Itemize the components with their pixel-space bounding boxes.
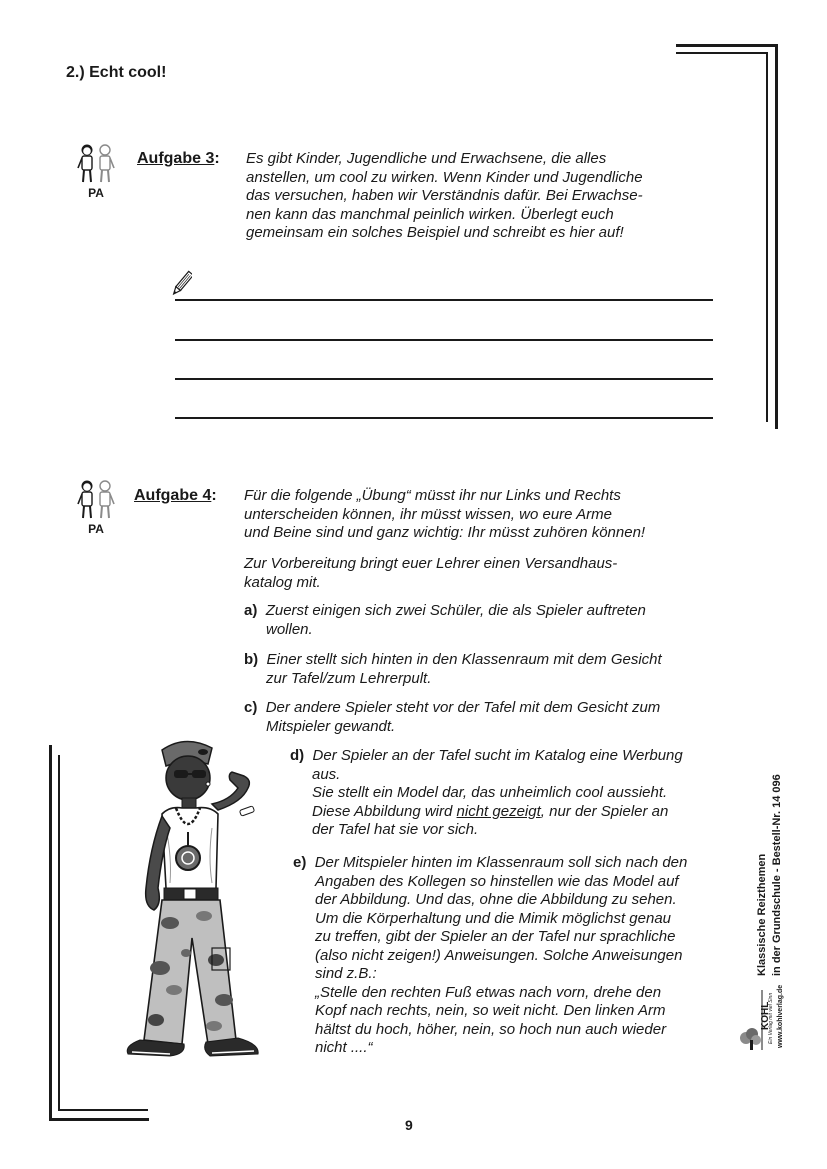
item-text: Der andere Spieler steht vor der Tafel mit dem Gesicht zum [265,699,661,716]
task4-intro-line: Für die folgende „Übung“ müsst ihr nur Links und Rechts [244,487,621,504]
task4-prep-line: Zur Vorbereitung bringt euer Lehrer einen Versandhaus- [244,555,618,572]
item-text-cont: zur Tafel/zum Lehrerpult. [266,669,432,687]
answer-line[interactable] [175,417,713,419]
item-letter: c) [244,699,258,716]
task4-preparation [244,555,714,592]
item-text-cont: aus. [312,765,341,783]
answer-line[interactable] [175,299,713,301]
task3-label-colon: : [214,150,220,167]
pa-label: PA [88,186,104,200]
two-children-icon [74,478,118,522]
task4-label-colon: : [211,487,217,504]
item-text-cont: hältst du hoch, höher, nein, so hoch nun auch wieder [315,1020,667,1038]
publisher-slogan: Ein Verlag mit viel Sinn [768,992,774,1044]
partner-work-icon-task3 [74,142,118,202]
pencil-icon [172,270,192,298]
task4-label-word: Aufgabe 4 [134,487,212,504]
task4-item-d [290,747,740,840]
task3-label-word: Aufgabe 3 [137,150,215,167]
task4-item-a [244,602,724,639]
item-letter: d) [290,747,305,764]
partner-work-icon-task4 [74,478,118,538]
item-letter: e) [293,854,307,871]
task3-line: das versuchen, haben wir Verständnis dafür. Bei Erwachse- [246,187,643,204]
task3-line: nen kann das manchmal peinlich wirken. Überlegt euch [246,205,614,223]
side-book-subtitle: in der Grundschule - Bestell-Nr. 14 096 [771,774,783,976]
frame-bottom-line-outer [49,1118,149,1121]
section-title: 2.) Echt cool! [66,64,167,81]
task4-intro-line: und Beine sind und ganz wichtig: Ihr müsst zuhören können! [244,524,646,541]
task4-intro [244,487,714,543]
frame-left-line-outer [49,745,52,1121]
pa-label: PA [88,522,104,536]
item-text-cont [290,803,740,822]
side-website: www.kohlverlag.de [777,984,784,1048]
frame-top-line-inner [676,52,768,54]
item-text-cont: Um die Körperhaltung und die Mimik möglichst genau [315,909,672,927]
task3-line: Es gibt Kinder, Jugendliche und Erwachsene, die alles [246,150,607,167]
item-letter: b) [244,651,259,668]
underlined-text: nicht gezeigt [456,802,541,820]
task4-label [134,487,217,505]
frame-top-line-outer [676,44,778,47]
two-children-icon [74,142,118,186]
task3-label [137,150,220,168]
item-text-cont: „Stelle den rechten Fuß etwas nach vorn, drehe den [315,983,662,1001]
item-text-cont: Mitspieler gewandt. [266,717,396,735]
side-book-title: Klassische Reizthemen [756,853,768,976]
task3-text [246,150,716,243]
task3-line: anstellen, um cool zu wirken. Wenn Kinder und Jugendliche [246,168,643,186]
text-segment: , nur der Spieler an [540,802,669,820]
task4-item-e [293,854,743,1058]
item-text: Der Spieler an der Tafel sucht im Katalog eine Werbung [312,747,683,764]
item-text-cont: wollen. [266,620,313,638]
item-text-cont: der Tafel hat sie vor sich. [312,821,479,838]
answer-line[interactable] [175,339,713,341]
item-text-cont: (also nicht zeigen!) Anweisungen. Solche Anweisungen [315,946,683,964]
item-text: Einer stellt sich hinten in den Klassenraum mit dem Gesicht [266,651,662,668]
frame-bottom-line-inner [58,1109,148,1111]
item-letter: a) [244,602,258,619]
item-text-cont: sind z.B.: [315,965,377,982]
task3-line: gemeinsam ein solches Beispiel und schreibt es hier auf! [246,224,624,241]
item-text-cont: der Abbildung. Und das, ohne die Abbildung zu sehen. [315,891,677,908]
cool-teen-illustration [100,728,290,1068]
task4-item-b [244,651,724,688]
item-text-cont: nicht ....“ [315,1039,373,1056]
frame-left-line-inner [58,755,60,1111]
item-text-cont: Angaben des Kollegen so hinstellen wie das Model auf [315,872,679,890]
answer-line[interactable] [175,378,713,380]
task4-prep-line: katalog mit. [244,573,321,591]
text-segment: Diese Abbildung wird [312,802,457,820]
item-text-cont: Kopf nach rechts, nein, so weit nicht. Den linken Arm [315,1002,666,1019]
task4-item-c [244,699,724,736]
frame-right-line-outer [775,44,778,429]
item-text: Zuerst einigen sich zwei Schüler, die als Spieler auftreten [265,602,646,619]
item-text-cont: zu treffen, gibt der Spieler an der Tafel nur sprachliche [315,928,676,945]
publisher-name: KOHL [760,1001,771,1030]
page-number: 9 [405,1117,413,1133]
frame-right-line-inner [766,52,768,422]
item-text: Der Mitspieler hinten im Klassenraum soll sich nach den [314,854,688,871]
task4-intro-line: unterscheiden können, ihr müsst wissen, wo eure Arme [244,505,612,523]
item-text-cont: Sie stellt ein Model dar, das unheimlich cool aussieht. [312,784,668,801]
